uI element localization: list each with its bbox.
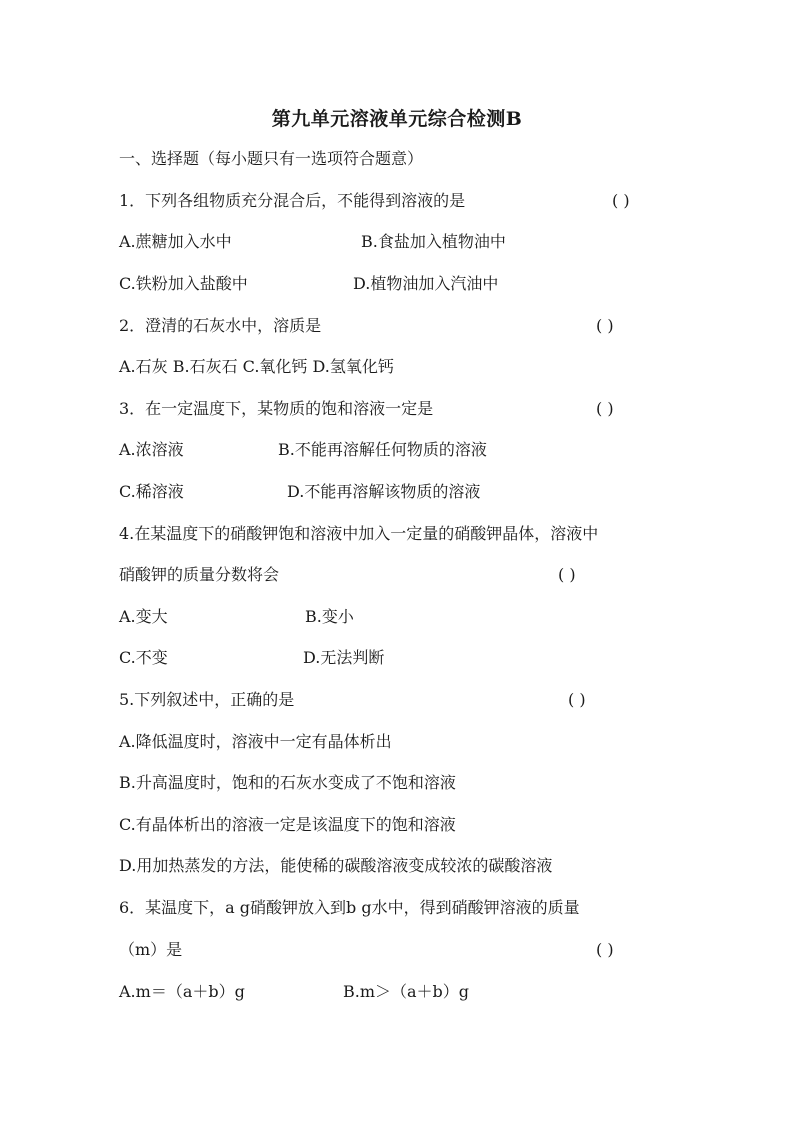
- question-4-stem-line-2: 硝酸钾的质量分数将会: [119, 565, 280, 584]
- question-1-option-d: D.植物油加入汽油中: [353, 274, 499, 293]
- question-2-options: A.石灰 B.石灰石 C.氧化钙 D.氢氧化钙: [119, 357, 394, 376]
- question-4-option-a: A.变大: [119, 607, 168, 626]
- question-4-option-c: C.不变: [119, 648, 168, 667]
- question-4-option-d: D.无法判断: [303, 648, 385, 667]
- question-6-option-b: B.m＞（a＋b）g: [343, 982, 470, 1001]
- question-2-stem: 2．澄清的石灰水中，溶质是: [119, 316, 322, 335]
- question-5-option-c: C.有晶体析出的溶液一定是该温度下的饱和溶液: [119, 815, 456, 834]
- question-3-option-d: D.不能再溶解该物质的溶液: [287, 482, 481, 501]
- question-5-stem: 5.下列叙述中，正确的是: [119, 690, 295, 709]
- question-5-option-b: B.升高温度时，饱和的石灰水变成了不饱和溶液: [119, 773, 456, 792]
- page-title: 第九单元溶液单元综合检测B: [271, 108, 523, 130]
- question-3-option-b: B.不能再溶解任何物质的溶液: [278, 440, 487, 459]
- question-6-option-a: A.m＝（a＋b）g: [119, 982, 245, 1001]
- question-1-option-c: C.铁粉加入盐酸中: [119, 274, 248, 293]
- section-heading: 一、选择题（每小题只有一选项符合题意）: [119, 149, 424, 168]
- question-4-option-b: B.变小: [305, 607, 354, 626]
- question-5-answer-bracket: ( ): [568, 690, 586, 709]
- question-6-answer-bracket: ( ): [596, 940, 614, 959]
- question-3-option-a: A.浓溶液: [119, 440, 184, 459]
- question-3-stem: 3．在一定温度下，某物质的饱和溶液一定是: [119, 399, 434, 418]
- question-5-option-d: D.用加热蒸发的方法，能使稀的碳酸溶液变成较浓的碳酸溶液: [119, 856, 553, 875]
- question-5-option-a: A.降低温度时，溶液中一定有晶体析出: [119, 732, 392, 751]
- question-1-option-b: B.食盐加入植物油中: [361, 232, 506, 251]
- question-1-stem: 1．下列各组物质充分混合后，不能得到溶液的是: [119, 191, 466, 210]
- question-2-answer-bracket: ( ): [596, 316, 614, 335]
- question-4-answer-bracket: ( ): [558, 565, 576, 584]
- question-1-option-a: A.蔗糖加入水中: [119, 232, 232, 251]
- question-3-option-c: C.稀溶液: [119, 482, 184, 501]
- question-6-stem-line-2: （m）是: [119, 940, 183, 959]
- question-1-answer-bracket: ( ): [612, 191, 630, 210]
- question-6-stem-line-1: 6．某温度下，a g硝酸钾放入到b g水中，得到硝酸钾溶液的质量: [119, 898, 580, 917]
- question-3-answer-bracket: ( ): [596, 399, 614, 418]
- question-4-stem-line-1: 4.在某温度下的硝酸钾饱和溶液中加入一定量的硝酸钾晶体，溶液中: [119, 524, 599, 543]
